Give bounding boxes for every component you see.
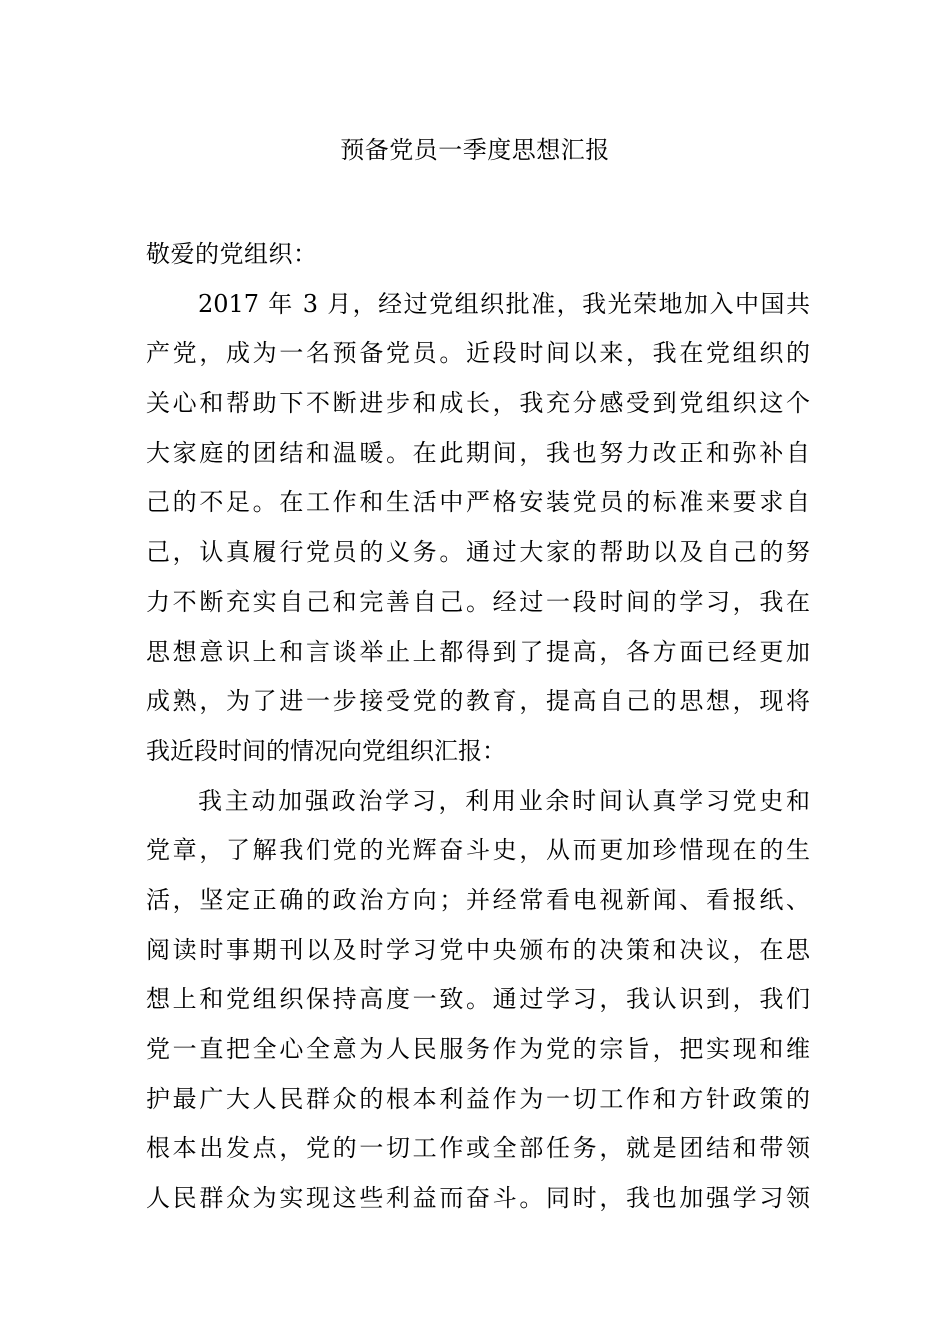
paragraph-line: 大家庭的团结和温暖。在此期间，我也努力改正和弥补自 [146,438,810,467]
paragraph-line: 关心和帮助下不断进步和成长，我充分感受到党组织这个 [146,389,810,418]
paragraph-1 [146,280,810,777]
paragraph-line: 2017 年 3 月，经过党组织批准，我光荣地加入中国共 [198,289,810,318]
paragraph-line: 己，认真履行党员的义务。通过大家的帮助以及自己的努 [146,538,810,567]
paragraph-line: 思想意识上和言谈举止上都得到了提高，各方面已经更加 [146,637,810,666]
paragraph-line: 活，坚定正确的政治方向；并经常看电视新闻、看报纸、 [146,885,810,914]
paragraph-2 [146,777,810,1224]
paragraph-line: 想上和党组织保持高度一致。通过学习，我认识到，我们 [146,985,810,1014]
paragraph-line: 阅读时事期刊以及时学习党中央颁布的决策和决议，在思 [146,935,810,964]
paragraph-line: 党章，了解我们党的光辉奋斗史，从而更加珍惜现在的生 [146,836,810,865]
paragraph-line: 成熟，为了进一步接受党的教育，提高自己的思想，现将 [146,687,810,716]
paragraph-line: 己的不足。在工作和生活中严格安装党员的标准来要求自 [146,488,810,517]
document-title: 预备党员一季度思想汇报 [340,136,610,164]
paragraph-line: 力不断充实自己和完善自己。经过一段时间的学习，我在 [146,587,810,616]
paragraph-line: 人民群众为实现这些利益而奋斗。同时，我也加强学习领 [146,1184,810,1213]
salutation: 敬爱的党组织： [146,240,318,268]
paragraph-line: 党一直把全心全意为人民服务作为党的宗旨，把实现和维 [146,1035,810,1063]
paragraph-line: 我主动加强政治学习，利用业余时间认真学习党史和 [198,786,810,815]
document-body [146,230,810,1224]
paragraph-line: 护最广大人民群众的根本利益作为一切工作和方针政策的 [146,1084,810,1113]
paragraph-line: 产党，成为一名预备党员。近段时间以来，我在党组织的 [146,339,810,368]
paragraph-line: 我近段时间的情况向党组织汇报： [146,736,506,765]
paragraph-line: 根本出发点，党的一切工作或全部任务，就是团结和带领 [146,1134,810,1163]
